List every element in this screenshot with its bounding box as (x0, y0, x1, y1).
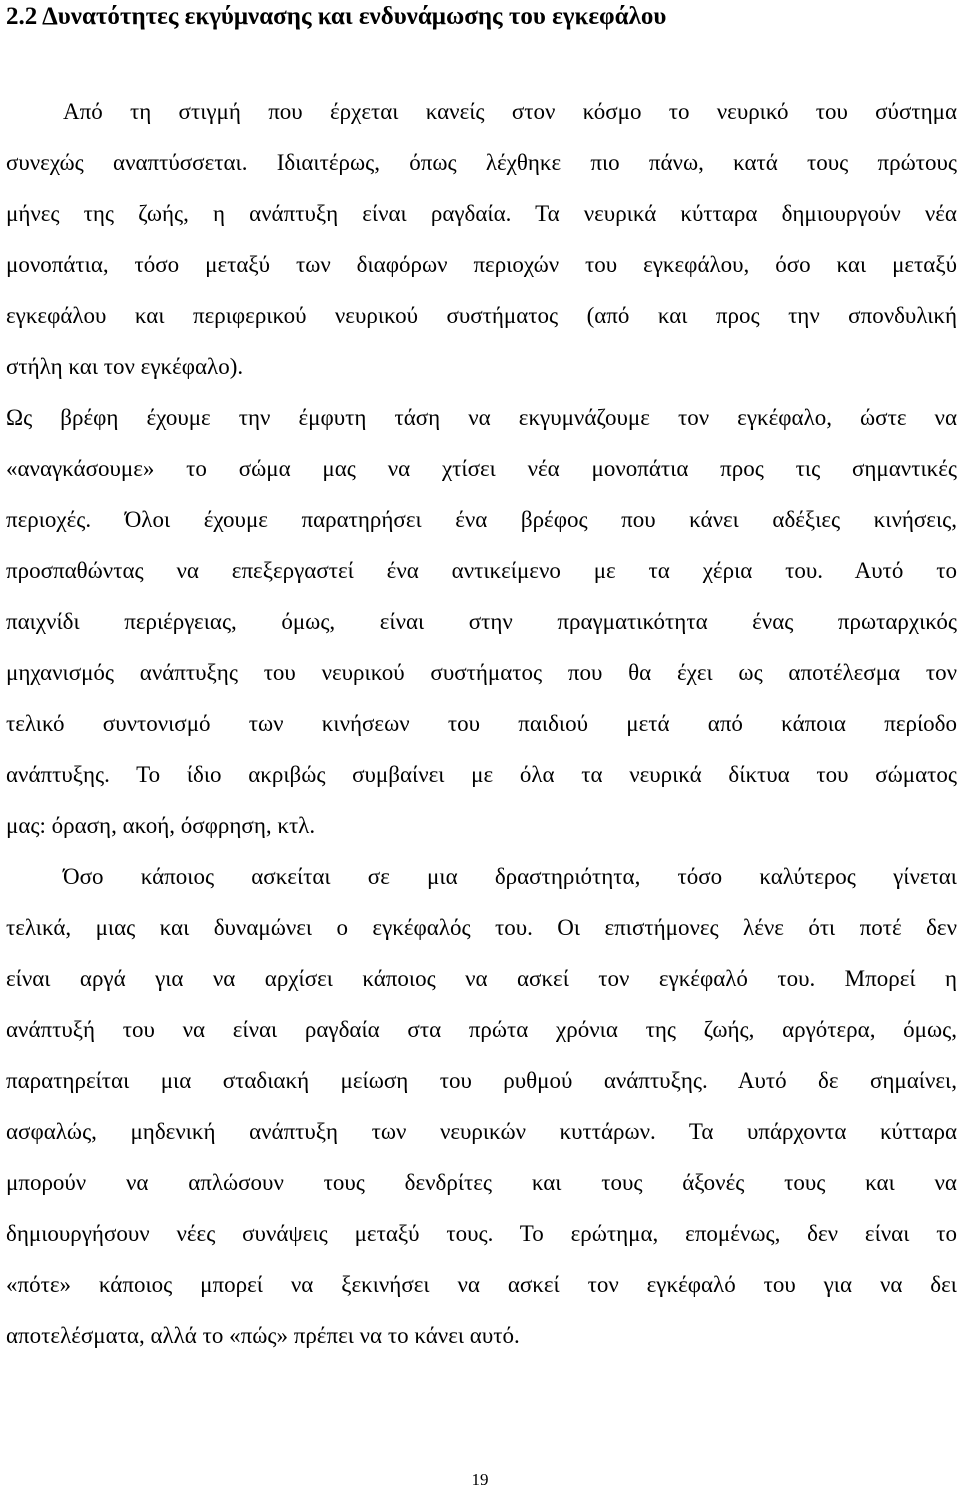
paragraph-line: παρατηρείται μια σταδιακή μείωση του ρυθμού ανάπτυξης. Αυτό δε σημαίνει, (6, 1068, 957, 1093)
paragraph-line: «πότε» κάποιος μπορεί να ξεκινήσει να ασκεί τον εγκέφαλό του για να δει (6, 1272, 957, 1297)
section-heading: 2.2 Δυνατότητες εκγύμνασης και ενδυνάμωσης του εγκεφάλου (6, 3, 667, 30)
paragraph-line: αποτελέσματα, αλλά το «πώς» πρέπει να το κάνει αυτό. (6, 1323, 520, 1348)
paragraph-line: μονοπάτια, τόσο μεταξύ των διαφόρων περιοχών του εγκεφάλου, όσο και μεταξύ (6, 252, 957, 277)
paragraph-line: Όσο κάποιος ασκείται σε μια δραστηριότητα, τόσο καλύτερος γίνεται (63, 864, 957, 889)
paragraph-line: εγκεφάλου και περιφερικού νευρικού συστήματος (από και προς την σπονδυλική (6, 303, 957, 328)
paragraph-line: μηχανισμός ανάπτυξης του νευρικού συστήματος που θα έχει ως αποτέλεσμα τον (6, 660, 957, 685)
paragraph-line: «αναγκάσουμε» το σώμα μας να χτίσει νέα μονοπάτια προς τις σημαντικές (6, 456, 957, 481)
paragraph-line: μπορούν να απλώσουν τους δενδρίτες και τους άξονές τους και να (6, 1170, 957, 1195)
paragraph-line: μήνες της ζωής, η ανάπτυξη είναι ραγδαία. Τα νευρικά κύτταρα δημιουργούν νέα (6, 201, 957, 226)
paragraph-line: δημιουργήσουν νέες συνάψεις μεταξύ τους. Το ερώτημα, επομένως, δεν είναι το (6, 1221, 957, 1246)
paragraph-line: ασφαλώς, μηδενική ανάπτυξη των νευρικών κυττάρων. Τα υπάρχοντα κύτταρα (6, 1119, 957, 1144)
paragraph-line: ανάπτυξή του να είναι ραγδαία στα πρώτα χρόνια της ζωής, αργότερα, όμως, (6, 1017, 957, 1042)
paragraph-line: προσπαθώντας να επεξεργαστεί ένα αντικείμενο με τα χέρια του. Αυτό το (6, 558, 957, 583)
paragraph-line: Από τη στιγμή που έρχεται κανείς στον κόσμο το νευρικό του σύστημα (63, 99, 957, 124)
paragraph-line: μας: όραση, ακοή, όσφρηση, κτλ. (6, 813, 316, 838)
paragraph-line: παιχνίδι περιέργειας, όμως, είναι στην πραγματικότητα ένας πρωταρχικός (6, 609, 957, 634)
paragraph-line: ανάπτυξης. Το ίδιο ακριβώς συμβαίνει με όλα τα νευρικά δίκτυα του σώματος (6, 762, 957, 787)
page-number: 19 (471, 1470, 489, 1489)
paragraph-line: είναι αργά για να αρχίσει κάποιος να ασκεί τον εγκέφαλό του. Μπορεί η (6, 966, 957, 991)
paragraph-line: συνεχώς αναπτύσσεται. Ιδιαιτέρως, όπως λέχθηκε πιο πάνω, κατά τους πρώτους (6, 150, 957, 175)
paragraph-line: Ως βρέφη έχουμε την έμφυτη τάση να εκγυμνάζουμε τον εγκέφαλο, ώστε να (6, 405, 957, 430)
paragraph-line: τελικά, μιας και δυναμώνει ο εγκέφαλός του. Οι επιστήμονες λένε ότι ποτέ δεν (6, 915, 957, 940)
paragraph-line: τελικό συντονισμό των κινήσεων του παιδιού μετά από κάποια περίοδο (6, 711, 957, 736)
paragraph-line: στήλη και τον εγκέφαλο). (6, 354, 244, 379)
paragraph-line: περιοχές. Όλοι έχουμε παρατηρήσει ένα βρέφος που κάνει αδέξιες κινήσεις, (6, 507, 957, 532)
